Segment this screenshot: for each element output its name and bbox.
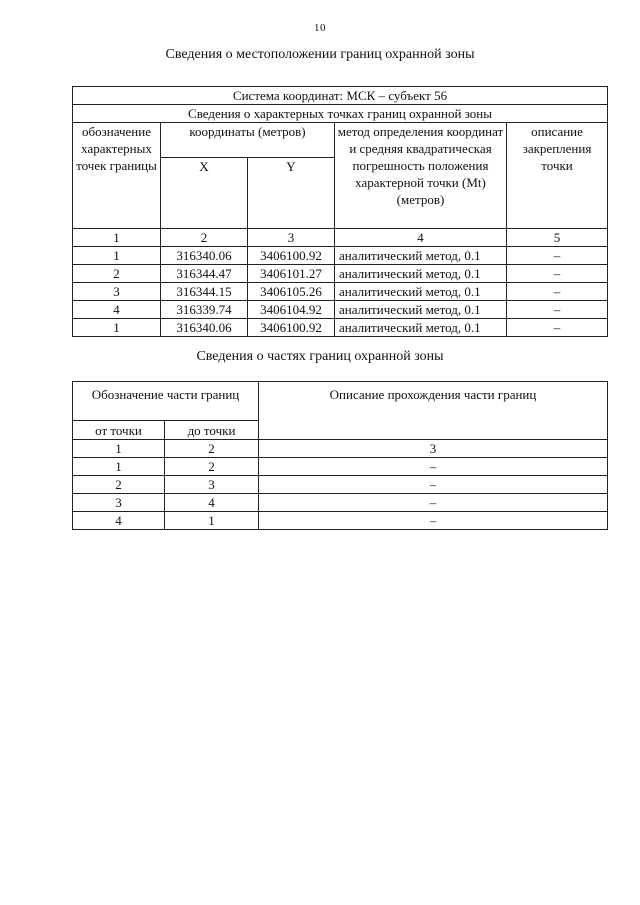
column-number: 5 [507,229,608,247]
characteristic-points-table [72,86,608,337]
column-number: 4 [335,229,507,247]
main-heading: Сведения о местоположении границ охранной зоны [165,47,475,62]
boundary-parts-table [72,381,608,530]
characteristic-points-title-cell: Сведения о характерных точках границ охранной зоны [73,105,608,123]
point-cell: 3 [73,283,161,301]
description-cell: – [507,265,608,283]
to-point-cell: 4 [165,494,259,512]
header-to-point: до точки [165,421,259,440]
column-number-row [73,440,608,458]
from-point-cell: 1 [73,458,165,476]
table-row [73,265,608,283]
part-description-cell: – [259,476,608,494]
x-cell: 316344.47 [161,265,248,283]
point-cell: 4 [73,301,161,319]
table-row [73,301,608,319]
method-cell: аналитический метод, 0.1 [335,319,507,337]
point-cell: 1 [73,247,161,265]
part-description-cell: – [259,494,608,512]
method-cell: аналитический метод, 0.1 [335,247,507,265]
table-row [73,458,608,476]
header-coordinates: координаты (метров) [161,123,335,158]
y-cell: 3406101.27 [248,265,335,283]
parts-heading: Сведения о частях границ охранной зоны [196,349,444,364]
table-row [73,319,608,337]
column-number-row [73,229,608,247]
to-point-cell: 3 [165,476,259,494]
table-row [73,247,608,265]
from-point-cell: 2 [73,476,165,494]
column-number: 2 [161,229,248,247]
y-cell: 3406105.26 [248,283,335,301]
coordinate-system-cell: Система координат: МСК – субъект 56 [73,87,608,105]
description-cell: – [507,283,608,301]
y-cell: 3406104.92 [248,301,335,319]
from-point-cell: 3 [73,494,165,512]
page-number: 10 [314,22,326,34]
from-point-cell: 4 [73,512,165,530]
header-from-point: от точки [73,421,165,440]
x-cell: 316344.15 [161,283,248,301]
header-x: X [161,158,248,229]
x-cell: 316340.06 [161,247,248,265]
description-cell: – [507,301,608,319]
header-part-designation: Обозначение части границ [73,382,259,421]
column-number: 1 [73,229,161,247]
table-row [73,512,608,530]
column-number: 3 [259,440,608,458]
to-point-cell: 1 [165,512,259,530]
part-description-cell: – [259,458,608,476]
point-cell: 1 [73,319,161,337]
y-cell: 3406100.92 [248,247,335,265]
part-description-cell: – [259,512,608,530]
column-number: 1 [73,440,165,458]
column-number: 3 [248,229,335,247]
point-cell: 2 [73,265,161,283]
description-cell: – [507,319,608,337]
x-cell: 316340.06 [161,319,248,337]
column-number: 2 [165,440,259,458]
table-row [73,494,608,512]
to-point-cell: 2 [165,458,259,476]
table-row [73,476,608,494]
method-cell: аналитический метод, 0.1 [335,283,507,301]
header-method: метод определения координат и средняя квадратическая погрешность положения характерной точки (Mt) (метров) [335,123,507,229]
header-designation: обозначение характерных точек границы [73,123,161,229]
y-cell: 3406100.92 [248,319,335,337]
header-part-description: Описание прохождения части границ [259,382,608,440]
method-cell: аналитический метод, 0.1 [335,301,507,319]
x-cell: 316339.74 [161,301,248,319]
description-cell: – [507,247,608,265]
header-y: Y [248,158,335,229]
table-row [73,283,608,301]
header-description: описание закрепления точки [507,123,608,229]
method-cell: аналитический метод, 0.1 [335,265,507,283]
